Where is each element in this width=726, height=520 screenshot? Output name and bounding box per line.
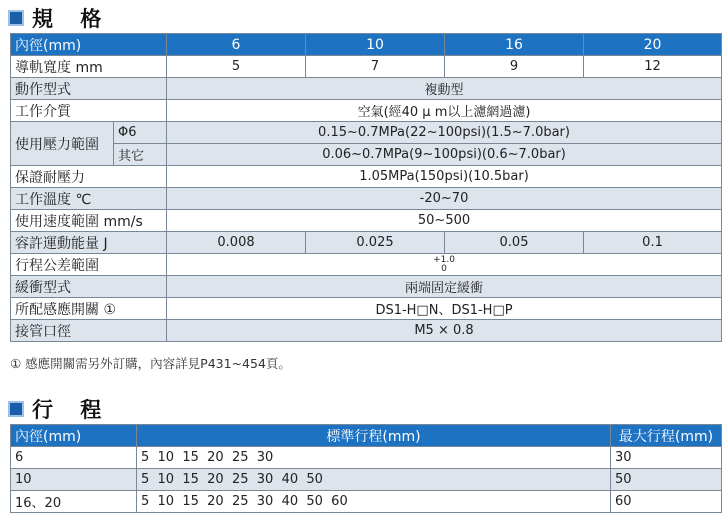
- stroke-header-standard: 標準行程(mm): [137, 425, 611, 447]
- proof-pressure-value: 1.05MPa(150psi)(10.5bar): [167, 166, 722, 188]
- stroke-row: [11, 491, 722, 513]
- medium-label: 工作介質: [11, 100, 167, 122]
- stroke-bore: 6: [11, 447, 137, 469]
- spec-title-text: 規 格: [32, 7, 112, 31]
- stroke-standard: 5 10 15 20 25 30 40 50: [137, 469, 611, 491]
- temperature-label: 工作溫度 ℃: [11, 188, 167, 210]
- stroke-standard: 5 10 15 20 25 30: [137, 447, 611, 469]
- energy-value: 0.025: [306, 232, 445, 254]
- sensor-label: 所配感應開關 ①: [11, 298, 167, 320]
- energy-row: [11, 232, 722, 254]
- square-bullet-icon: [8, 401, 24, 417]
- footnote: ① 感應開關需另外訂購，內容詳見P431~454頁。: [10, 356, 291, 371]
- sensor-row: [11, 298, 722, 320]
- rail-width-value: 9: [445, 56, 584, 78]
- pressure-phi6-label: Φ6: [114, 122, 167, 144]
- energy-value: 0.05: [445, 232, 584, 254]
- stroke-section-title: [8, 394, 111, 424]
- stroke-title-text: 行 程: [32, 398, 112, 422]
- tolerance-upper: +1.0: [433, 254, 455, 265]
- header-bore-20: 20: [584, 34, 722, 56]
- stroke-max: 60: [611, 491, 722, 513]
- sensor-value: DS1-H□N、DS1-H□P: [167, 298, 722, 320]
- stroke-tolerance-label: 行程公差範圍: [11, 254, 167, 276]
- header-bore-10: 10: [306, 34, 445, 56]
- medium-row: [11, 100, 722, 122]
- temperature-value: -20~70: [167, 188, 722, 210]
- rail-width-value: 7: [306, 56, 445, 78]
- port-row: [11, 320, 722, 342]
- port-value: M5 × 0.8: [167, 320, 722, 342]
- speed-value: 50~500: [167, 210, 722, 232]
- stroke-header-max: 最大行程(mm): [611, 425, 722, 447]
- stroke-header-row: [11, 425, 722, 447]
- header-bore-6: 6: [167, 34, 306, 56]
- spec-header-row: [11, 34, 722, 56]
- energy-label: 容許運動能量 J: [11, 232, 167, 254]
- pressure-label: 使用壓力範圍: [11, 122, 114, 166]
- stroke-bore: 16、20: [11, 491, 137, 513]
- stroke-max: 50: [611, 469, 722, 491]
- square-bullet-icon: [8, 10, 24, 26]
- stroke-bore: 10: [11, 469, 137, 491]
- pressure-phi6-value: 0.15~0.7MPa(22~100psi)(1.5~7.0bar): [167, 122, 722, 144]
- speed-row: [11, 210, 722, 232]
- spec-table: [10, 33, 722, 342]
- stroke-header-bore: 內徑(mm): [11, 425, 137, 447]
- rail-width-value: 12: [584, 56, 722, 78]
- stroke-tolerance-value: [167, 254, 722, 276]
- stroke-max: 30: [611, 447, 722, 469]
- stroke-standard: 5 10 15 20 25 30 40 50 60: [137, 491, 611, 513]
- proof-pressure-row: [11, 166, 722, 188]
- stroke-tolerance-row: [11, 254, 722, 276]
- cushion-value: 兩端固定緩衝: [167, 276, 722, 298]
- speed-label: 使用速度範圍 mm/s: [11, 210, 167, 232]
- pressure-row-other: [11, 144, 722, 166]
- proof-pressure-label: 保證耐壓力: [11, 166, 167, 188]
- pressure-other-label: 其它: [114, 144, 167, 166]
- cushion-row: [11, 276, 722, 298]
- rail-width-row: [11, 56, 722, 78]
- pressure-row-phi6: [11, 122, 722, 144]
- spec-section-title: [8, 3, 111, 33]
- energy-value: 0.1: [584, 232, 722, 254]
- header-bore: 內徑(mm): [11, 34, 167, 56]
- temperature-row: [11, 188, 722, 210]
- stroke-row: [11, 447, 722, 469]
- pressure-other-value: 0.06~0.7MPa(9~100psi)(0.6~7.0bar): [167, 144, 722, 166]
- action-type-value: 複動型: [167, 78, 722, 100]
- cushion-label: 緩衝型式: [11, 276, 167, 298]
- action-type-row: [11, 78, 722, 100]
- rail-width-value: 5: [167, 56, 306, 78]
- stroke-table: [10, 424, 722, 513]
- rail-width-label: 導軌寬度 mm: [11, 56, 167, 78]
- port-label: 接管口徑: [11, 320, 167, 342]
- header-bore-16: 16: [445, 34, 584, 56]
- action-type-label: 動作型式: [11, 78, 167, 100]
- energy-value: 0.008: [167, 232, 306, 254]
- stroke-row: [11, 469, 722, 491]
- tolerance-lower: 0: [441, 263, 447, 274]
- medium-value: 空氣(經40 μ m以上濾網過濾): [167, 100, 722, 122]
